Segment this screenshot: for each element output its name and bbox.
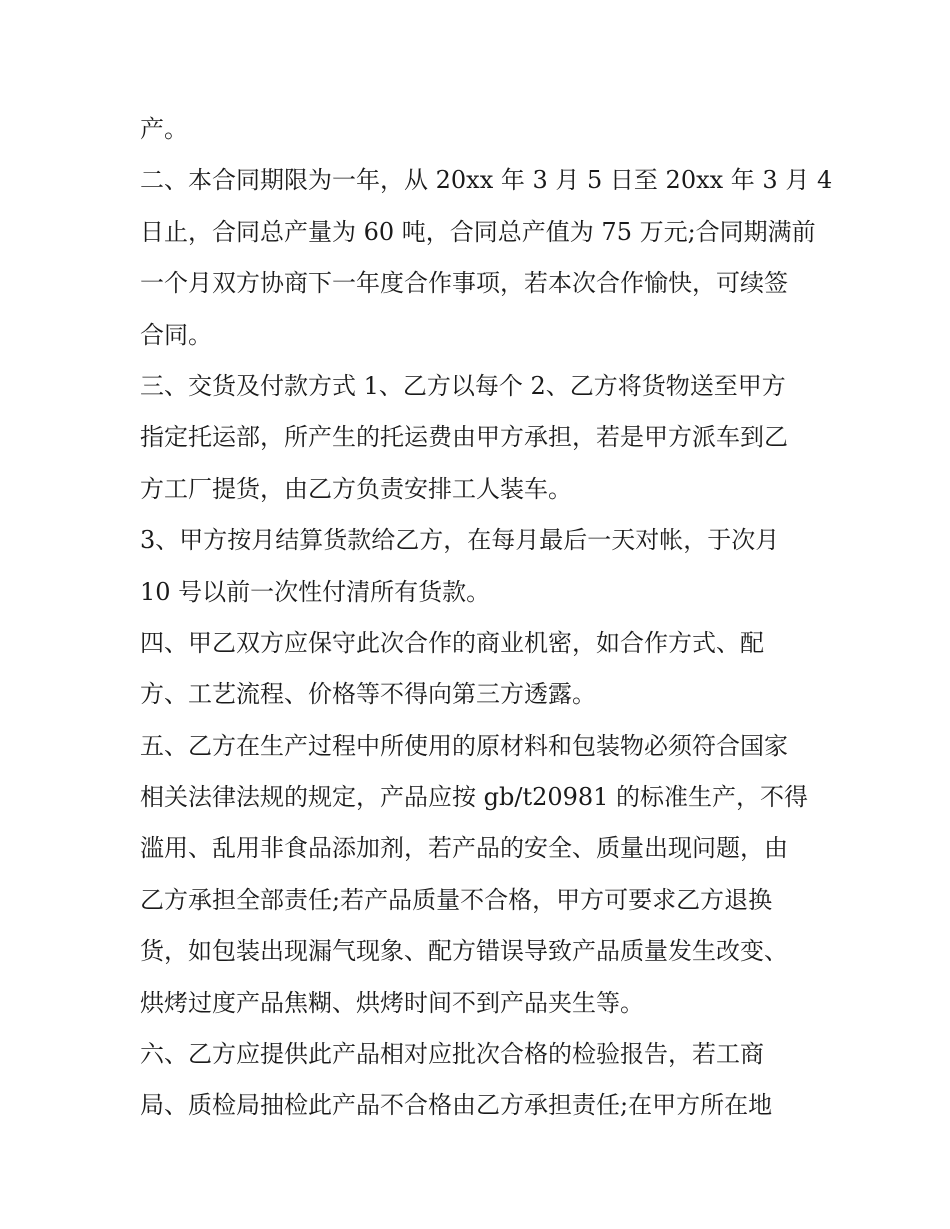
- document-body: [140, 104, 840, 1132]
- text-line: 指定托运部，所产生的托运费由甲方承担，若是甲方派车到乙: [140, 423, 788, 452]
- text-line: 乙方承担全部责任;若产品质量不合格，甲方可要求乙方退换: [140, 885, 773, 914]
- text-line: 三、交货及付款方式 1、乙方以每个 2、乙方将货物送至甲方: [140, 371, 786, 400]
- text-line: 3、甲方按月结算货款给乙方，在每月最后一天对帐，于次月: [140, 526, 780, 555]
- text-line: 10 号以前一次性付清所有货款。: [140, 577, 491, 606]
- text-line: 相关法律法规的规定，产品应按 gb/t20981 的标准生产，不得: [140, 783, 809, 812]
- text-line: 滥用、乱用非食品添加剂，若产品的安全、质量出现问题，由: [140, 834, 788, 863]
- text-line: 合同。: [140, 320, 212, 349]
- text-line: 二、本合同期限为一年，从 20xx 年 3 月 5 日至 20xx 年 3 月 4: [140, 166, 833, 195]
- text-line: 六、乙方应提供此产品相对应批次合格的检验报告，若工商: [140, 1040, 764, 1069]
- text-line: 方、工艺流程、价格等不得向第三方透露。: [140, 680, 596, 709]
- text-line: 产。: [140, 115, 188, 143]
- text-line: 方工厂提货，由乙方负责安排工人装车。: [140, 474, 572, 503]
- text-line: 四、甲乙双方应保守此次合作的商业机密，如合作方式、配: [140, 628, 764, 657]
- text-line: 货，如包装出现漏气现象、配方错误导致产品质量发生改变、: [140, 937, 788, 966]
- text-line: 局、质检局抽检此产品不合格由乙方承担责任;在甲方所在地: [140, 1091, 773, 1120]
- text-line: 烘烤过度产品焦糊、烘烤时间不到产品夹生等。: [140, 988, 644, 1017]
- text-line: 一个月双方协商下一年度合作事项，若本次合作愉快，可续签: [140, 269, 788, 298]
- text-line: 日止，合同总产量为 60 吨，合同总产值为 75 万元;合同期满前: [140, 217, 816, 246]
- text-line: 五、乙方在生产过程中所使用的原材料和包装物必须符合国家: [140, 731, 788, 760]
